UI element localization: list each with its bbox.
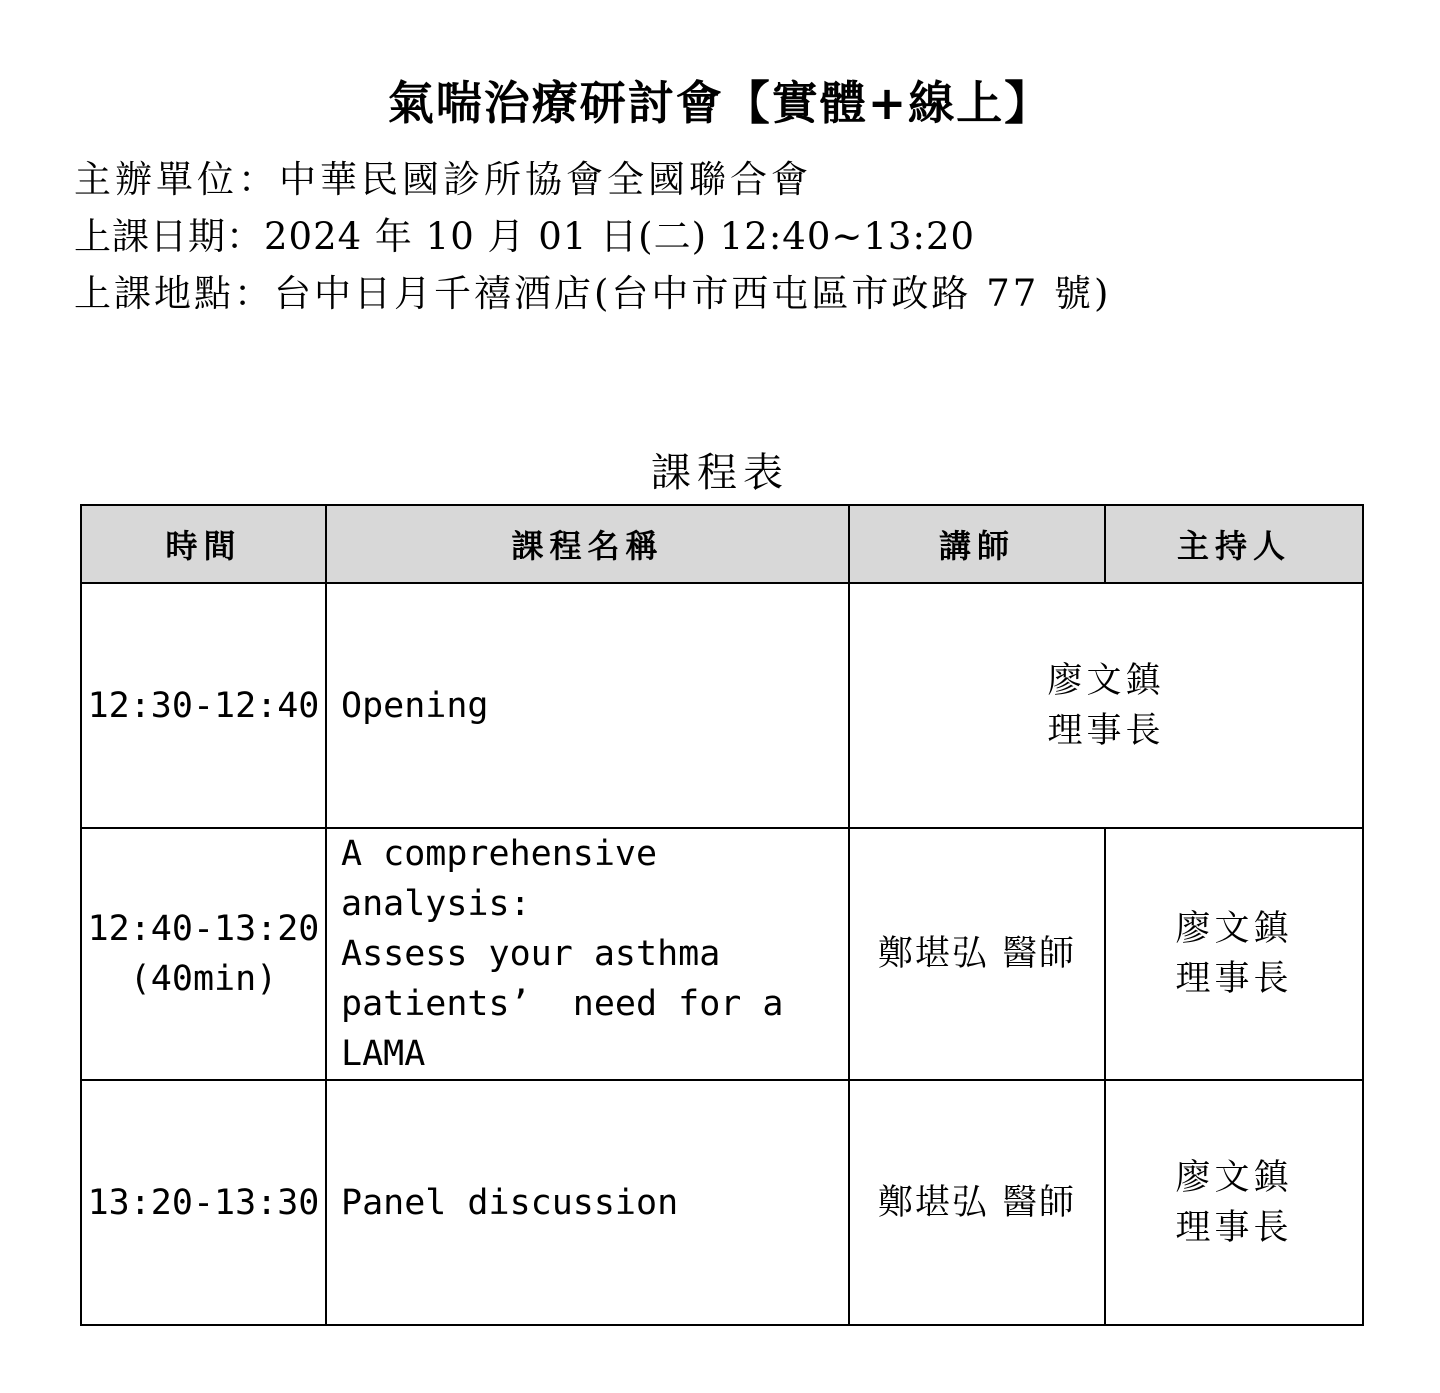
- date-value: 2024 年 10 月 01 日(二) 12:40~13:20: [264, 215, 976, 258]
- row2-course-line4: LAMA: [341, 1034, 426, 1074]
- date-label: 上課日期: [74, 215, 226, 258]
- row2-time-note: (40min): [129, 959, 278, 999]
- schedule-caption: 課程表: [651, 450, 789, 496]
- row2-time-cell: [81, 828, 326, 1080]
- row3-host: [1105, 1080, 1363, 1325]
- organizer-label: 主辦單位: [74, 158, 238, 201]
- row3-course: Panel discussion: [326, 1080, 849, 1325]
- table-row: [81, 828, 1363, 1080]
- date-separator: ：: [226, 215, 264, 258]
- row2-host: [1105, 828, 1363, 1080]
- row2-course-line2: Assess your asthma: [341, 934, 721, 974]
- header-time: 時間: [81, 505, 326, 583]
- header-speaker: 講師: [849, 505, 1105, 583]
- row1-person-title: 理事長: [1047, 710, 1165, 751]
- organizer-value: 中華民國診所協會全國聯合會: [279, 158, 812, 201]
- venue-label: 上課地點: [74, 272, 234, 315]
- row2-course-line3: patients’ need for a: [341, 984, 784, 1024]
- row1-time: 12:30-12:40: [81, 583, 326, 828]
- row3-host-title: 理事長: [1175, 1207, 1293, 1248]
- organizer-line: [74, 152, 812, 208]
- row2-time: 12:40-13:20: [87, 909, 320, 949]
- row3-speaker: 鄭堪弘 醫師: [849, 1080, 1105, 1325]
- row3-host-name: 廖文鎮: [1175, 1157, 1293, 1198]
- table-row: [81, 1080, 1363, 1325]
- row1-person-name: 廖文鎮: [1047, 660, 1165, 701]
- date-line: [74, 209, 975, 265]
- header-course: 課程名稱: [326, 505, 849, 583]
- row2-speaker: 鄭堪弘 醫師: [849, 828, 1105, 1080]
- schedule-table: [80, 504, 1364, 1326]
- page-title: 氣喘治療研討會【實體+線上】: [387, 76, 1053, 130]
- row3-time: 13:20-13:30: [81, 1080, 326, 1325]
- venue-value: 台中日月千禧酒店(台中市西屯區市政路 77 號): [274, 272, 1112, 315]
- header-host: 主持人: [1105, 505, 1363, 583]
- row1-speaker-host: [849, 583, 1363, 828]
- table-header-row: [81, 505, 1363, 583]
- table-row: [81, 583, 1363, 828]
- row2-host-name: 廖文鎮: [1175, 909, 1293, 949]
- organizer-separator: ：: [238, 158, 279, 201]
- venue-separator: ：: [234, 272, 274, 315]
- row2-course-line1: A comprehensive analysis:: [341, 834, 658, 924]
- row2-host-title: 理事長: [1175, 959, 1293, 999]
- row1-course: Opening: [326, 583, 849, 828]
- venue-line: [74, 266, 1111, 322]
- row2-course: [326, 828, 849, 1080]
